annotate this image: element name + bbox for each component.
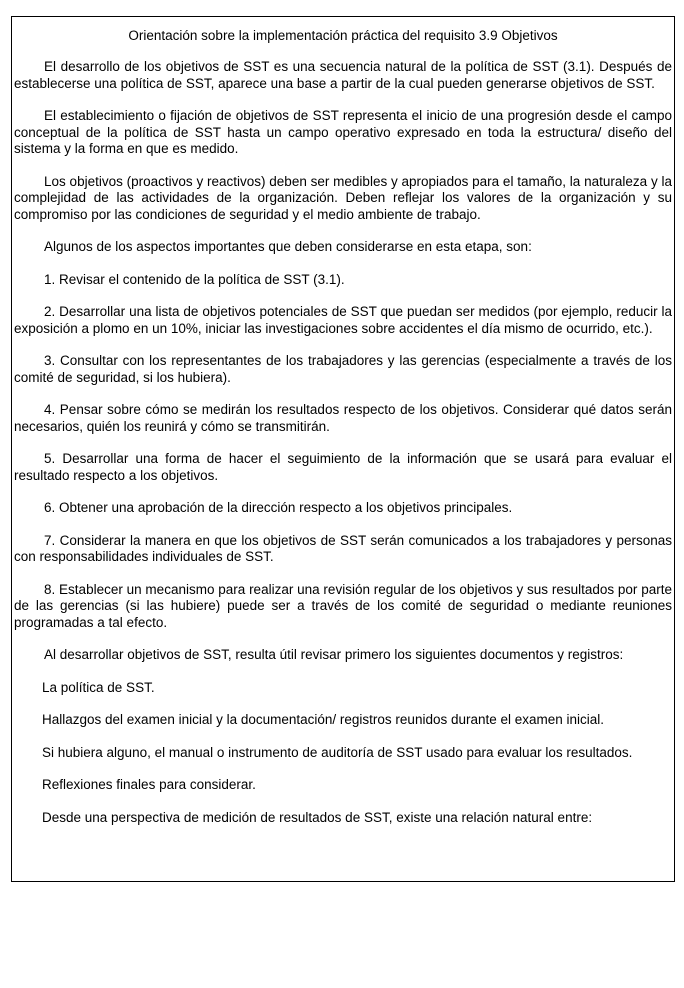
list-item-4: 4. Pensar sobre cómo se medirán los resultados respecto de los objetivos. Considerar qué datos serán necesarios, quién los reunirá y cómo se transmitirán.: [14, 402, 672, 434]
paragraph-objectives-measurable: Los objetivos (proactivos y reactivos) deben ser medibles y apropiados para el tamaño, la naturaleza y la complejidad de las actividades de la organización. Deben reflejar los valores de la organización y su compromiso por las condiciones de seguridad y el medio ambiente de trabajo.: [14, 173, 672, 222]
list-item-2: 2. Desarrollar una lista de objetivos potenciales de SST que puedan ser medidos (por ejemplo, reducir la exposición a plomo en un 10%, iniciar las investigaciones sobre accidentes el día mismo de ocurrido, etc.).: [14, 304, 672, 336]
list-item-1: 1. Revisar el contenido de la política de SST (3.1).: [44, 271, 345, 287]
list-item-6: 6. Obtener una aprobación de la dirección respecto a los objetivos principales.: [44, 500, 513, 515]
list-item-3: 3. Consultar con los representantes de los trabajadores y las gerencias (especialmente a través de los comité de seguridad, si los hubiera).: [14, 353, 672, 385]
paragraph-important-aspects: Algunos de los aspectos importantes que deben considerarse en esta etapa, son:: [44, 239, 532, 254]
paragraph-measurement-perspective: Desde una perspectiva de medición de resultados de SST, existe una relación natural entre:: [42, 809, 593, 825]
document-title: Orientación sobre la implementación práctica del requisito 3.9 Objetivos: [128, 28, 558, 43]
document-frame: [11, 16, 675, 882]
document-item-policy: La política de SST.: [42, 679, 155, 695]
paragraph-review-documents: Al desarrollar objetivos de SST, resulta útil revisar primero los siguientes documentos y registros:: [44, 647, 624, 662]
list-item-7: 7. Considerar la manera en que los objetivos de SST serán comunicados a los trabajadores y personas con responsabilidades individuales de SST.: [14, 532, 672, 564]
document-item-findings: Hallazgos del examen inicial y la documentación/ registros reunidos durante el examen inicial.: [42, 712, 605, 727]
list-item-8: 8. Establecer un mecanismo para realizar una revisión regular de los objetivos y sus resultados por parte de las gerencias (si las hubiere) puede ser a través de los comité de seguridad o mediante reuniones programadas a tal efecto.: [14, 581, 672, 630]
list-item-5: 5. Desarrollar una forma de hacer el seguimiento de la información que se usará para evaluar el resultado respecto a los objetivos.: [14, 451, 672, 483]
document-item-audit-manual: Si hubiera alguno, el manual o instrumento de auditoría de SST usado para evaluar los resultados.: [42, 744, 633, 760]
paragraph-establishment: El establecimiento o fijación de objetivos de SST representa el inicio de una progresión desde el campo conceptual de la política de SST hasta un campo operativo expresado en toda la estructura/ diseño del sistema y la forma en que es medido.: [14, 108, 672, 156]
paragraph-intro: El desarrollo de los objetivos de SST es una secuencia natural de la política de SST (3.1). Después de establecerse una política de SST, aparece una base a partir de la cual pueden generarse objetivos de SST.: [14, 59, 672, 91]
paragraph-final-reflections: Reflexiones finales para considerar.: [42, 777, 256, 792]
